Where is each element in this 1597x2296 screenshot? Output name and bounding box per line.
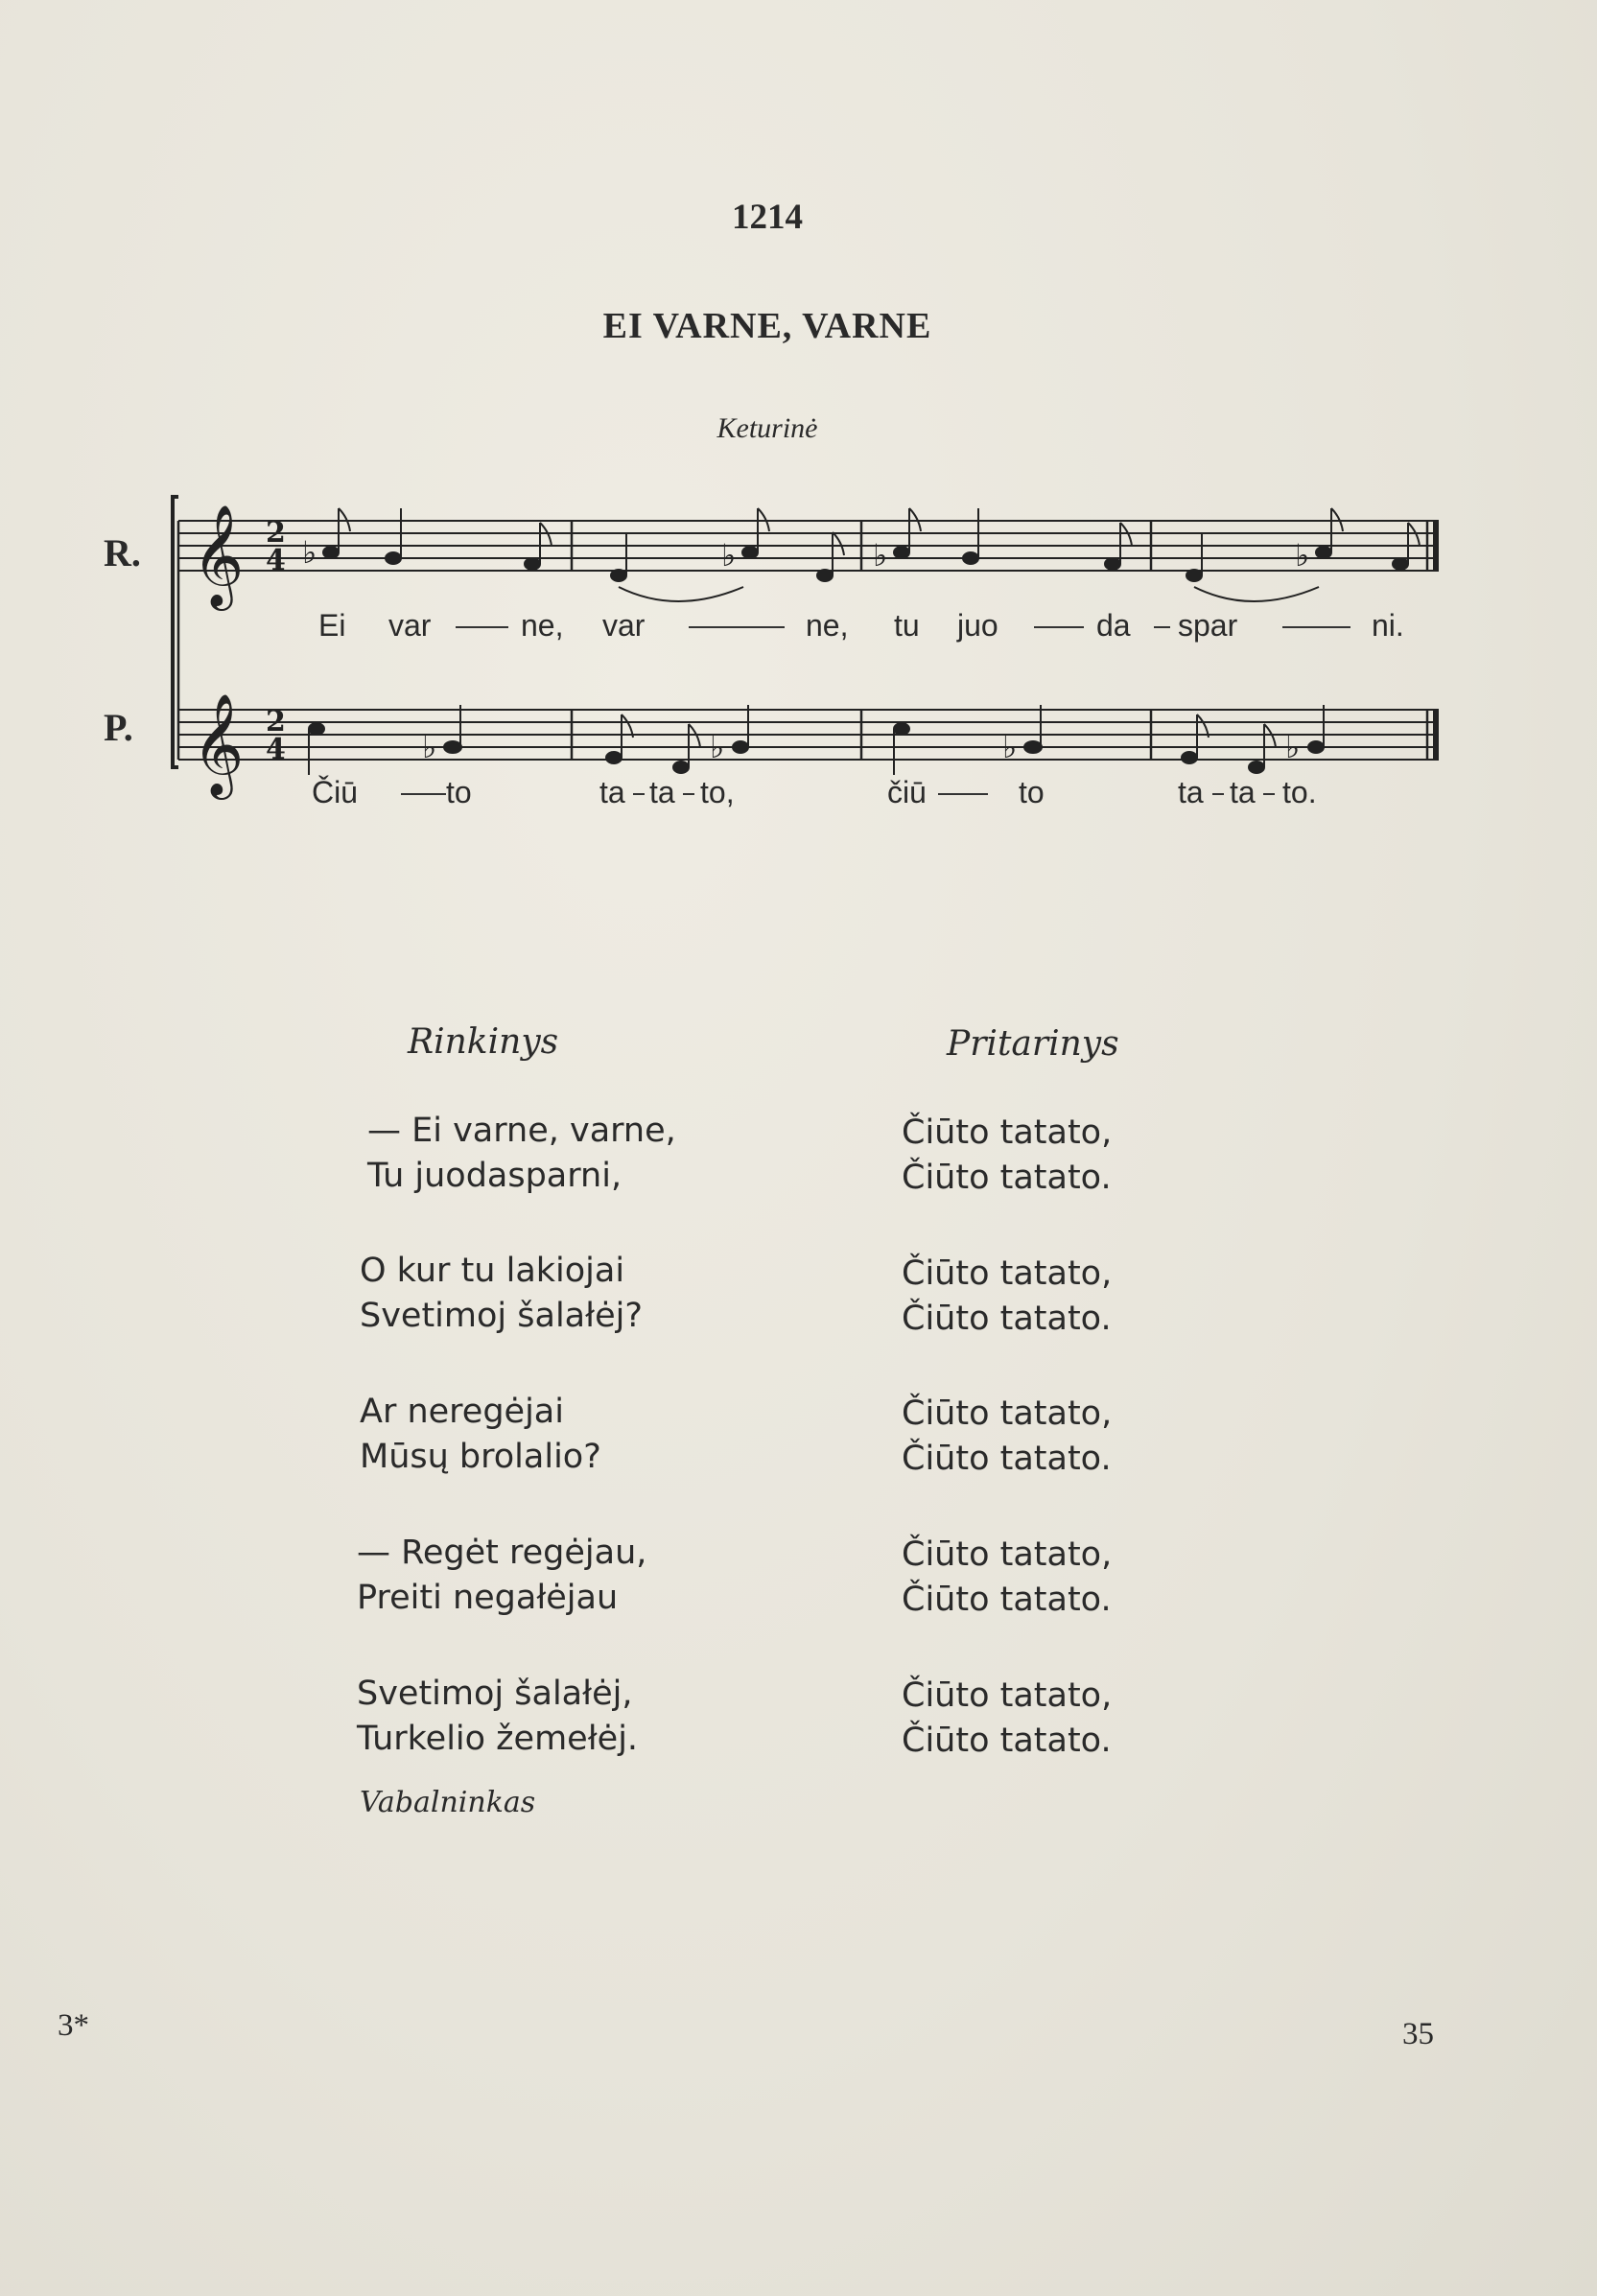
verse-line: Čiūto tatato, [902, 1676, 1113, 1715]
lyric-bottom-1: Čiū [312, 775, 359, 809]
verse-line: Čiūto tatato. [902, 1159, 1112, 1197]
svg-text:♭: ♭ [710, 730, 725, 764]
music-score [0, 0, 1597, 863]
stanza-3-left [360, 1390, 601, 1480]
lyric-bottom-9: ta [1230, 775, 1256, 809]
verse-line: O kur tu lakiojai [360, 1252, 625, 1290]
lyric-bottom-10: to. [1282, 775, 1317, 809]
svg-text:♭: ♭ [721, 538, 737, 573]
svg-text:♭: ♭ [1285, 730, 1301, 764]
voice-label-top: R. [104, 531, 141, 574]
verse-line: — Ei varne, varne, [367, 1112, 676, 1150]
lyric-top-8: da [1096, 608, 1131, 643]
verse-line: Čiūto tatato, [902, 1535, 1113, 1574]
verse-line: Tu juodasparni, [367, 1157, 622, 1195]
heading-rinkinys: Rinkinys [408, 1022, 559, 1062]
lyric-top-7: juo [957, 608, 998, 643]
song-number: 1214 [732, 198, 803, 237]
svg-text:♭: ♭ [873, 538, 888, 573]
notes-bottom [309, 705, 1324, 775]
treble-clef-bottom: 𝄞 [192, 692, 245, 795]
song-title: EI VARNE, VARNE [602, 306, 932, 346]
verse-line: Čiūto tatato. [902, 1440, 1112, 1478]
verse-line: Preiti negałėjau [357, 1579, 619, 1617]
lyric-top-4: var [602, 608, 646, 643]
lyric-top-9: spar [1178, 608, 1238, 643]
lyric-bottom-2: to [446, 775, 472, 809]
verse-line: Čiūto tatato, [902, 1113, 1113, 1152]
verse-line: Čiūto tatato, [902, 1254, 1113, 1293]
flat-sign: ♭ [302, 535, 317, 570]
stanza-3-right [902, 1392, 1112, 1482]
stanza-4-left [357, 1531, 646, 1621]
verse-line: Svetimoj šalałėj? [360, 1297, 643, 1335]
verse-line: — Regėt regėjau, [357, 1534, 647, 1572]
lyric-bottom-7: to [1019, 775, 1045, 809]
time-sig-top-num: 2 [266, 516, 286, 550]
lyric-top-1: Ei [318, 608, 346, 643]
verse-line: Svetimoj šalałėj, [357, 1675, 633, 1713]
lyric-bottom-3: ta [599, 775, 625, 809]
lyric-top-3: ne, [521, 608, 564, 643]
verse-line: Čiūto tatato, [902, 1394, 1113, 1433]
treble-clef-top: 𝄞 [192, 504, 245, 606]
staff-top [178, 521, 1439, 571]
lyric-bottom-5: to, [700, 775, 735, 809]
lyric-top-5: ne, [806, 608, 849, 643]
time-sig-bottom-den: 4 [266, 733, 286, 766]
voice-label-bottom: P. [104, 706, 133, 749]
lyric-top-2: var [388, 608, 432, 643]
stanza-5-left [357, 1672, 638, 1762]
lyric-top-6: tu [894, 608, 920, 643]
page-number: 35 [1402, 2017, 1434, 2051]
lyric-bottom-8: ta [1178, 775, 1204, 809]
stanza-1-right [902, 1111, 1112, 1201]
lyric-top-10: ni. [1372, 608, 1404, 643]
verse-line: Mūsų brolalio? [360, 1438, 601, 1476]
stanza-2-right [902, 1252, 1112, 1342]
stanza-1-left [367, 1109, 676, 1199]
time-sig-bottom-num: 2 [266, 705, 286, 738]
verse-line: Čiūto tatato. [902, 1722, 1112, 1760]
svg-text:♭: ♭ [1002, 730, 1018, 764]
verse-line: Čiūto tatato. [902, 1300, 1112, 1338]
stanza-5-right [902, 1674, 1112, 1764]
signature-mark: 3* [58, 2008, 89, 2043]
stanza-2-left [360, 1249, 643, 1339]
svg-text:♭: ♭ [1295, 538, 1310, 573]
tempo-marking: Keturinė [716, 412, 818, 444]
verse-line: Turkelio žemełėj. [357, 1720, 639, 1758]
lyric-bottom-6: čiū [887, 775, 927, 809]
staff-bottom [178, 710, 1439, 760]
heading-pritarinys: Pritarinys [947, 1024, 1119, 1064]
svg-text:♭: ♭ [422, 730, 437, 764]
time-sig-top-den: 4 [266, 544, 286, 577]
verse-line: Čiūto tatato. [902, 1581, 1112, 1619]
stanza-4-right [902, 1533, 1112, 1623]
place-of-origin: Vabalninkas [360, 1786, 536, 1819]
verse-line: Ar neregėjai [360, 1393, 564, 1431]
lyric-bottom-4: ta [649, 775, 675, 809]
